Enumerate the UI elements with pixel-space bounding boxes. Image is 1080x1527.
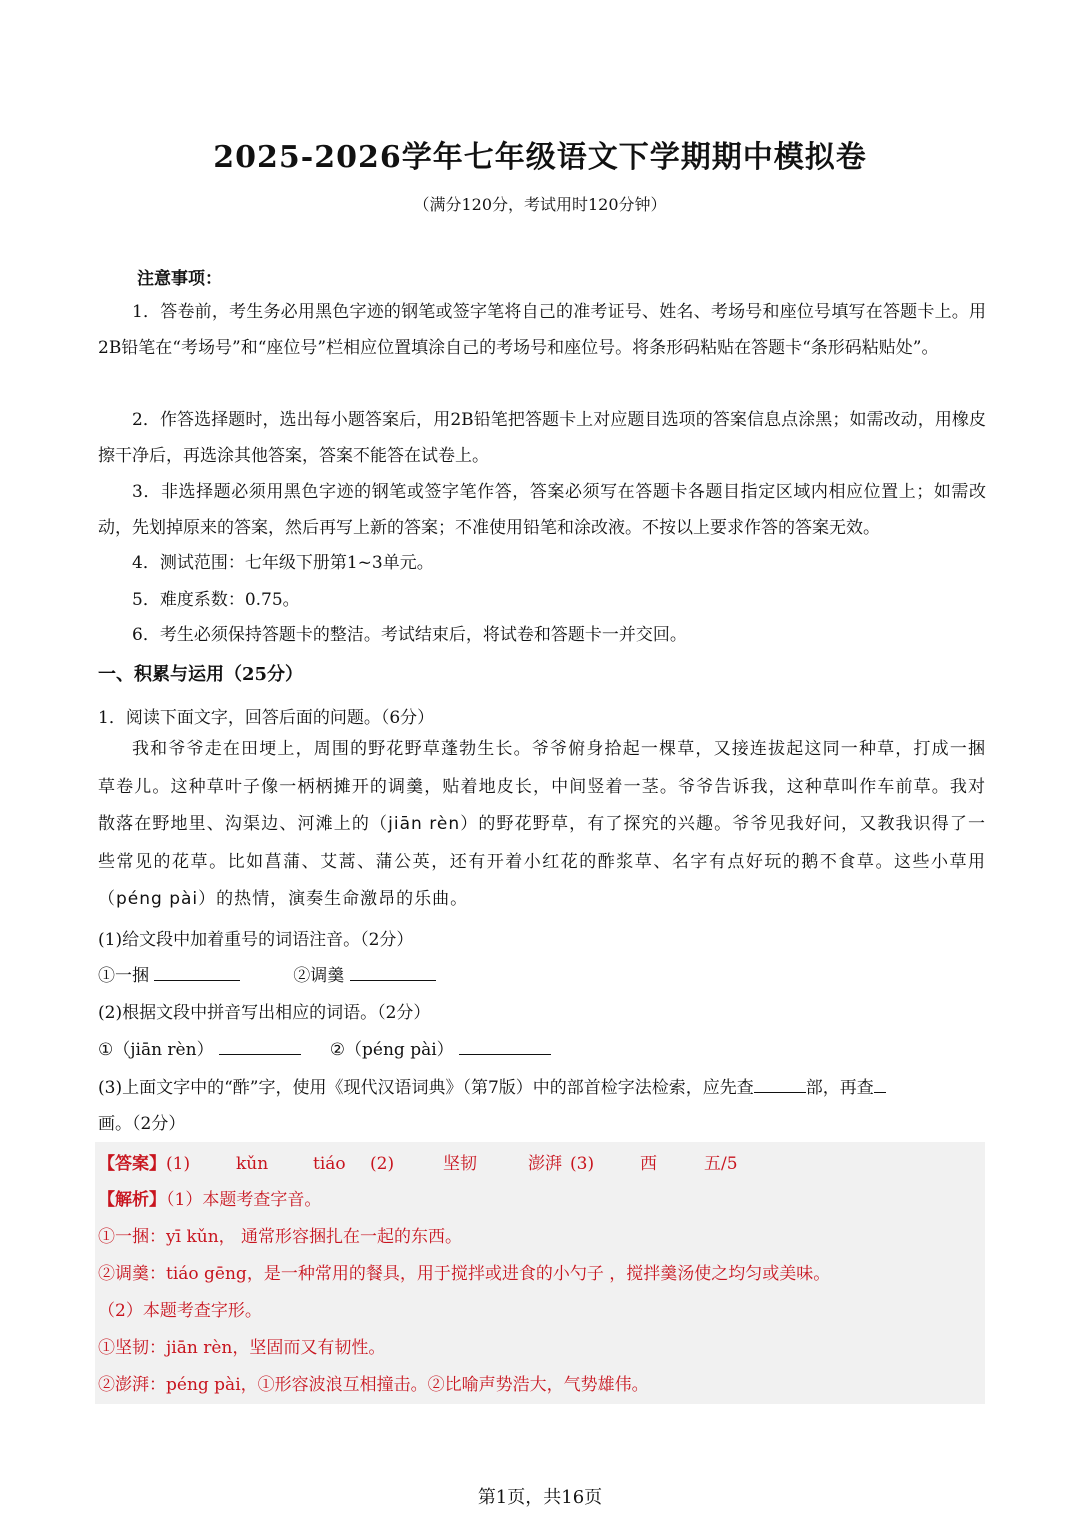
analysis-line: ②调羹：tiáo gēng，是一种常用的餐具，用于搅拌或进食的小勺子 ，搅拌羹汤使之均匀或美味。 bbox=[98, 1264, 831, 1284]
answer-cell: (3) bbox=[570, 1154, 595, 1174]
sub-question-3 bbox=[98, 1073, 886, 1098]
answer-blank-5[interactable] bbox=[754, 1076, 806, 1093]
answer-cell: tiáo bbox=[313, 1154, 346, 1174]
sub-question-2-blanks bbox=[98, 1035, 551, 1060]
answer-blank-2[interactable] bbox=[350, 964, 436, 981]
analysis-line: ①一捆：yī kǔn， 通常形容捆扎在一起的东西。 bbox=[98, 1227, 463, 1247]
sub-question-3-text-a: (3)上面文字中的“酢”字，使用《现代汉语词典》（第7版）中的部首检字法检索，应先查 bbox=[98, 1078, 754, 1098]
sub-question-1-blanks bbox=[98, 961, 436, 986]
notice-item-5: 5．难度系数：0.75。 bbox=[132, 590, 300, 610]
sub-question-2: (2)根据文段中拼音写出相应的词语。（2分） bbox=[98, 1003, 431, 1023]
answer-cell: kǔn bbox=[236, 1154, 269, 1174]
analysis-line: ②澎湃：péng pài，①形容波浪互相撞击。②比喻声势浩大，气势雄伟。 bbox=[98, 1375, 649, 1395]
notice-item-1: 1．答卷前，考生务必用黑色字迹的钢笔或签字笔将自己的准考证号、姓名、考场号和座位号填写在答题卡上。用2B铅笔在“考场号”和“座位号”栏相应位置填涂自己的考场号和座位号。将条形码粘贴在答题卡“条形码粘贴处”。 bbox=[98, 302, 986, 358]
page-subtitle: （满分120分，考试用时120分钟） bbox=[413, 195, 667, 214]
answer-cell: (2) bbox=[370, 1154, 395, 1174]
answer-cell: (1) bbox=[166, 1154, 191, 1174]
answer-blank-4[interactable] bbox=[459, 1038, 551, 1055]
page-title: 2025-2026学年七年级语文下学期期中模拟卷 bbox=[213, 140, 867, 175]
blank-label-1: ①一捆 bbox=[98, 966, 149, 986]
answer-blank-6[interactable] bbox=[874, 1076, 886, 1093]
analysis-line: （2）本题考查字形。 bbox=[98, 1301, 262, 1321]
answer-blank-3[interactable] bbox=[219, 1038, 301, 1055]
blank-label-3: ①（jiān rèn） bbox=[98, 1040, 214, 1060]
sub-question-3-tail: 画。（2分） bbox=[98, 1114, 186, 1134]
analysis-line: ①坚韧：jiān rèn，坚固而又有韧性。 bbox=[98, 1338, 386, 1358]
answer-cell: 西 bbox=[640, 1154, 657, 1174]
answer-blank-1[interactable] bbox=[154, 964, 240, 981]
answer-row bbox=[98, 1149, 738, 1174]
sub-question-3-text-b: 部，再查 bbox=[805, 1078, 874, 1098]
analysis-heading bbox=[98, 1185, 321, 1210]
notice-item-4: 4．测试范围：七年级下册第1~3单元。 bbox=[132, 553, 434, 573]
blank-label-2: ②调羹 bbox=[293, 966, 345, 986]
answer-cell: 五/5 bbox=[704, 1154, 738, 1174]
reading-passage: 我和爷爷走在田埂上，周围的野花野草蓬勃生长。爷爷俯身拾起一棵草，又接连拔起这同一种草，打成一捆草卷儿。这种草叶子像一柄柄摊开的调羹，贴着地皮长，中间竖着一茎。爷爷告诉我，这种草叫作车前草。我对散落在野地里、沟渠边、河滩上的（jiān rèn）的野花野草，有了探究的兴趣。爷爷见我好问，又教我识得了一些常见的花草。比如菖蒲、艾蒿、蒲公英，还有开着小红花的酢浆草、名字有点好玩的鹅不食草。这些小草用（péng pài）的热情，演奏生命激昂的乐曲。 bbox=[98, 739, 986, 909]
notice-heading: 注意事项： bbox=[137, 269, 222, 289]
answer-cell: 坚韧 bbox=[443, 1154, 477, 1174]
section-heading: 一、积累与运用（25分） bbox=[98, 664, 304, 685]
page-footer: 第1页，共16页 bbox=[477, 1487, 603, 1508]
notice-item-3: 3．非选择题必须用黑色字迹的钢笔或签字笔作答，答案必须写在答题卡各题目指定区域内相应位置上；如需改动，先划掉原来的答案，然后再写上新的答案；不准使用铅笔和涂改液。不按以上要求作答的答案无效。 bbox=[98, 482, 986, 538]
analysis-label: 【解析】 bbox=[98, 1190, 166, 1210]
notice-item-6: 6．考生必须保持答题卡的整洁。考试结束后，将试卷和答题卡一并交回。 bbox=[132, 625, 687, 645]
question-stem: 1．阅读下面文字，回答后面的问题。（6分） bbox=[98, 708, 435, 728]
sub-question-1: (1)给文段中加着重号的词语注音。（2分） bbox=[98, 930, 414, 950]
answer-cell: 澎湃 bbox=[528, 1154, 562, 1174]
blank-label-4: ②（péng pài） bbox=[329, 1040, 454, 1060]
answer-label: 【答案】 bbox=[98, 1154, 166, 1174]
analysis-intro: （1）本题考查字音。 bbox=[166, 1190, 322, 1210]
notice-item-2: 2．作答选择题时，选出每小题答案后，用2B铅笔把答题卡上对应题目选项的答案信息点涂黑；如需改动，用橡皮擦干净后，再选涂其他答案，答案不能答在试卷上。 bbox=[98, 410, 986, 466]
